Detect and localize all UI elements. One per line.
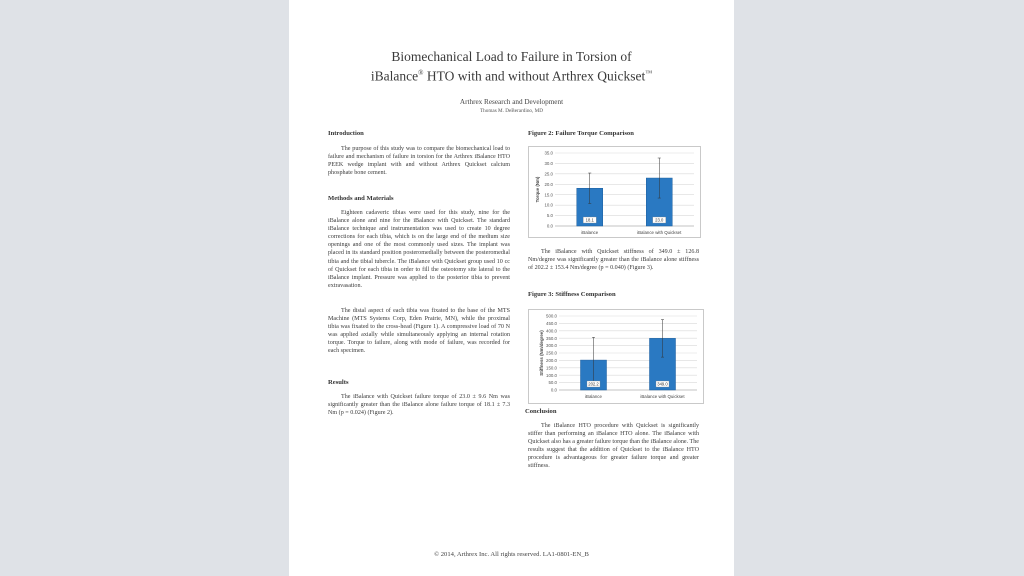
data-label: 349.0 [657,381,668,387]
x-tick-label: iBalance with Quickset [637,230,682,235]
stiffness-text: The iBalance with Quickset stiffness of 349.0 ± 126.8 Nm/degree was significantly greater than the iBalance alone stiffness of 202.2 ± 153.4 Nm/degree (p = 0.040) (Figure 3). [528,249,699,272]
methods-heading: Methods and Materials [328,195,394,202]
y-tick-label: 300.0 [546,343,557,349]
document-page [289,0,734,576]
paper-title [289,48,734,85]
y-tick-label: 10.0 [544,202,553,208]
intro-text: The purpose of this study was to compare the biomechanical load to failure and mechanism of failure in torsion for the Arthrex iBalance HTO PEEK wedge implant with and without Arthrex Quickset calcium phosphate bone cement. [328,146,510,177]
y-axis-label: Stiffness (Nm/degree) [539,330,544,376]
y-tick-label: 15.0 [544,192,553,198]
conclusion-heading: Conclusion [525,408,557,415]
torque-bar-chart [529,147,700,237]
affiliation: Arthrex Research and Development [459,98,564,106]
x-tick-label: iBalance [581,230,599,235]
title-rest: HTO with and without Arthrex Quickset [423,68,646,84]
y-tick-label: 0.0 [546,223,553,229]
title-line-1: Biomechanical Load to Failure in Torsion of [391,49,632,64]
y-tick-label: 35.0 [544,150,553,156]
figure-3-heading: Figure 3: Stiffness Comparison [528,291,616,298]
y-tick-label: 0.0 [550,387,557,393]
y-tick-label: 450.0 [546,321,557,326]
y-tick-label: 350.0 [546,335,557,341]
y-axis-label: Torque (Nm) [535,176,540,203]
figure-3-chart [528,309,704,404]
y-tick-label: 20.0 [544,181,553,187]
data-label: 23.0 [655,217,664,223]
results-heading: Results [328,379,349,386]
y-tick-label: 5.0 [546,213,553,219]
results-text: The iBalance with Quickset failure torque of 23.0 ± 9.6 Nm was significantly greater than the iBalance alone failure torque of 18.1 ± 7.3 Nm (p = 0.024) (Figure 2). [328,394,510,417]
data-label: 18.1 [585,217,594,223]
title-line-2 [289,65,734,85]
stiffness-bar-chart [529,310,703,403]
y-tick-label: 100.0 [546,372,557,378]
y-tick-label: 25.0 [544,171,553,177]
trademark-mark: ™ [645,69,653,77]
figure-2-chart [528,146,701,238]
footer-copyright: © 2014, Arthrex Inc. All rights reserved. LA1-0801-EN_B [434,551,589,558]
registered-mark: ® [418,69,424,77]
y-tick-label: 30.0 [544,161,553,167]
title-brand: iBalance [370,68,419,84]
y-tick-label: 500.0 [546,313,557,319]
y-tick-label: 150.0 [546,365,557,371]
conclusion-text: The iBalance HTO procedure with Quickset is significantly stiffer than performing an iBalance HTO alone. The iBalance with Quickset also has a greater failure torque than the iBalance alone. The results suggest that the addition of Quickset to the iBalance HTO procedure is advantageous for greater failure torque and greater stiffness. [528,423,699,470]
y-tick-label: 400.0 [546,328,557,334]
methods-text-2: The distal aspect of each tibia was fixated to the base of the MTS Machine (MTS Systems Corp, Eden Prairie, MN), while the proximal tibia was fixated to the cross-head (Figure 1). A compressive load of 70 N was applied axially while simultaneously applying an internal rotation torque. Torque to failure, along with mode of failure, was recorded for each specimen. [328,308,510,355]
methods-text-1: Eighteen cadaveric tibias were used for this study, nine for the iBalance alone and nine for the iBalance with Quickset. The standard iBalance technique and instrumentation was used to create 10 degree corrections for each tibia, which is on the large end of the medium size openings and one of the most commonly used sizes. The implant was placed in its standard position posteromedially between the posteromedial tibia and the tibial tubercle. The iBalance with Quickset group used 10 cc of Quickset for each tibia in order to fill the osteotomy site lateral to the iBalance implant. Pressure was applied to the posterior tibia to prevent extravasation. [328,210,510,289]
x-tick-label: iBalance with Quickset [640,394,685,399]
author: Thomas M. DeBerardino, MD [480,108,543,114]
y-tick-label: 50.0 [548,380,557,386]
intro-heading: Introduction [328,130,364,137]
y-tick-label: 250.0 [546,350,557,356]
data-label: 202.2 [588,381,599,387]
y-tick-label: 200.0 [546,358,557,363]
x-tick-label: iBalance [585,394,602,399]
figure-2-heading: Figure 2: Failure Torque Comparison [528,130,634,137]
